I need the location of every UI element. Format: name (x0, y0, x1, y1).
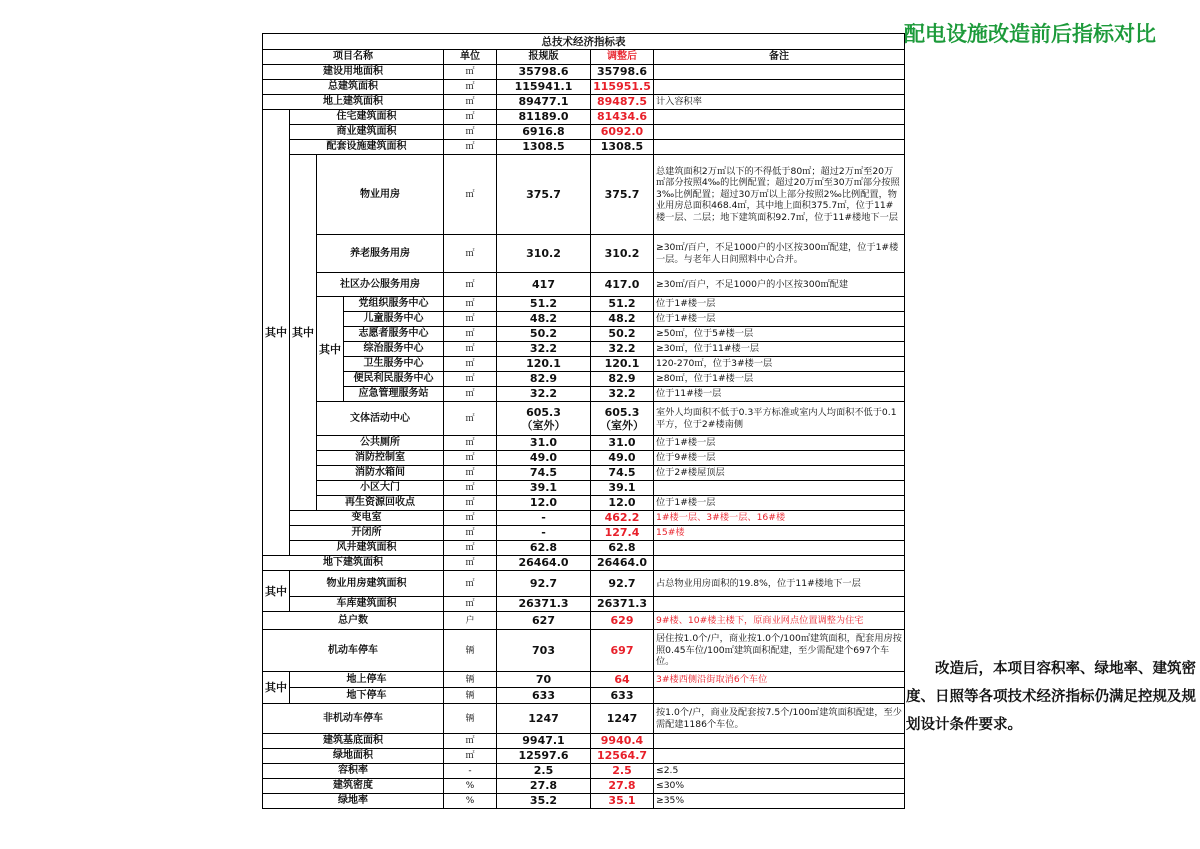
row-orig: 26464.0 (497, 556, 591, 571)
row-unit: 辆 (444, 688, 497, 704)
row-name: 消防控制室 (317, 451, 444, 466)
row-remark: 总建筑面积2万㎡以下的不得低于80㎡；超过2万㎡至20万㎡部分按照4‰的比例配置；超过20万㎡至30万㎡部分按照3‰比例配置；超过30万㎡以上部分按照2‰比例配置，物业用房总面积468.4㎡，其中地上面积375.7㎡，位于11#楼一层、二层；地下建筑面积92.7㎡，位于11#楼地下一层 (654, 155, 905, 235)
row-remark: 3#楼西侧沿街取消6个车位 (654, 672, 905, 688)
row-orig: 39.1 (497, 481, 591, 496)
table-row (263, 672, 905, 688)
row-orig: 81189.0 (497, 110, 591, 125)
row-unit: ㎡ (444, 451, 497, 466)
table-title-row (263, 34, 905, 50)
row-adj: 35.1 (591, 794, 654, 809)
table-row (263, 402, 905, 436)
row-remark: 居住按1.0个/户，商业按1.0个/100㎡建筑面积，配套用房按照0.45车位/100㎡建筑面积配建，至少需配建个697个车位。 (654, 630, 905, 672)
row-name: 养老服务用房 (317, 235, 444, 273)
row-remark (654, 734, 905, 749)
row-adj: 6092.0 (591, 125, 654, 140)
row-adj: 74.5 (591, 466, 654, 481)
row-adj: 12.0 (591, 496, 654, 511)
qi-zhong-label: 其中 (263, 110, 290, 556)
table-row (263, 794, 905, 809)
table-row (263, 511, 905, 526)
row-adj: 32.2 (591, 387, 654, 402)
technical-economic-indicators-table (262, 33, 905, 809)
row-name: 绿地率 (263, 794, 444, 809)
row-name: 开闭所 (290, 526, 444, 541)
row-adj: 48.2 (591, 312, 654, 327)
row-orig: 35.2 (497, 794, 591, 809)
row-orig: - (497, 511, 591, 526)
page-title: 配电设施改造前后指标对比 (904, 22, 1156, 46)
table-row (263, 357, 905, 372)
table-row (263, 387, 905, 402)
row-unit: ㎡ (444, 357, 497, 372)
table-row (263, 704, 905, 734)
row-unit: ㎡ (444, 297, 497, 312)
row-name: 配套设施建筑面积 (290, 140, 444, 155)
row-remark (654, 80, 905, 95)
row-remark: 位于1#楼一层 (654, 312, 905, 327)
row-orig: 92.7 (497, 571, 591, 597)
row-adj: 12564.7 (591, 749, 654, 764)
row-name: 卫生服务中心 (344, 357, 444, 372)
row-adj: 462.2 (591, 511, 654, 526)
row-remark: 9#楼、10#楼主楼下，原商业网点位置调整为住宅 (654, 612, 905, 630)
row-remark: 室外人均面积不低于0.3平方标准或室内人均面积不低于0.1平方，位于2#楼南侧 (654, 402, 905, 436)
row-unit: ㎡ (444, 273, 497, 297)
row-remark (654, 65, 905, 80)
row-orig: 605.3 （室外） (497, 402, 591, 436)
row-orig: 12597.6 (497, 749, 591, 764)
row-orig: 375.7 (497, 155, 591, 235)
row-remark (654, 110, 905, 125)
row-unit: ㎡ (444, 496, 497, 511)
row-name: 容积率 (263, 764, 444, 779)
row-remark: 占总物业用房面积的19.8%，位于11#楼地下一层 (654, 571, 905, 597)
row-orig: 62.8 (497, 541, 591, 556)
row-remark: 位于1#楼一层 (654, 496, 905, 511)
row-adj: 9940.4 (591, 734, 654, 749)
row-adj: 82.9 (591, 372, 654, 387)
row-unit: ㎡ (444, 155, 497, 235)
row-remark: 位于11#楼一层 (654, 387, 905, 402)
row-adj: 49.0 (591, 451, 654, 466)
row-adj: 89487.5 (591, 95, 654, 110)
row-adj: 2.5 (591, 764, 654, 779)
row-adj: 35798.6 (591, 65, 654, 80)
row-unit: ㎡ (444, 65, 497, 80)
row-unit: ㎡ (444, 125, 497, 140)
row-remark: 15#楼 (654, 526, 905, 541)
row-orig: 1308.5 (497, 140, 591, 155)
row-orig: 74.5 (497, 466, 591, 481)
row-remark (654, 541, 905, 556)
row-remark: ≥35% (654, 794, 905, 809)
row-remark (654, 556, 905, 571)
table-row (263, 526, 905, 541)
qi-zhong-label: 其中 (263, 672, 290, 704)
row-name: 非机动车停车 (263, 704, 444, 734)
row-unit: ㎡ (444, 387, 497, 402)
table-row (263, 140, 905, 155)
table-row (263, 466, 905, 481)
row-orig: 703 (497, 630, 591, 672)
row-unit: ㎡ (444, 526, 497, 541)
row-orig: 31.0 (497, 436, 591, 451)
table-row (263, 734, 905, 749)
row-name: 党组织服务中心 (344, 297, 444, 312)
row-orig: 49.0 (497, 451, 591, 466)
row-name: 总建筑面积 (263, 80, 444, 95)
row-remark: ≥50㎡，位于5#楼一层 (654, 327, 905, 342)
row-remark: ≥80㎡，位于1#楼一层 (654, 372, 905, 387)
row-orig: 70 (497, 672, 591, 688)
qi-zhong-label: 其中 (263, 571, 290, 612)
table-row (263, 749, 905, 764)
row-remark (654, 481, 905, 496)
table-row (263, 235, 905, 273)
row-adj: 375.7 (591, 155, 654, 235)
row-remark (654, 597, 905, 612)
row-unit: ㎡ (444, 597, 497, 612)
row-unit: ㎡ (444, 466, 497, 481)
row-name: 地下停车 (290, 688, 444, 704)
row-unit: ㎡ (444, 95, 497, 110)
row-orig: 115941.1 (497, 80, 591, 95)
row-name: 物业用房 (317, 155, 444, 235)
row-orig: 627 (497, 612, 591, 630)
row-adj: 81434.6 (591, 110, 654, 125)
row-unit: ㎡ (444, 372, 497, 387)
header-remark: 备注 (654, 50, 905, 65)
row-name: 应急管理服务站 (344, 387, 444, 402)
row-name: 文体活动中心 (317, 402, 444, 436)
row-name: 公共厕所 (317, 436, 444, 451)
row-adj: 115951.5 (591, 80, 654, 95)
row-name: 商业建筑面积 (290, 125, 444, 140)
row-name: 便民利民服务中心 (344, 372, 444, 387)
row-remark (654, 688, 905, 704)
row-orig: 51.2 (497, 297, 591, 312)
row-adj: 27.8 (591, 779, 654, 794)
row-name: 再生资源回收点 (317, 496, 444, 511)
row-unit: 辆 (444, 672, 497, 688)
row-unit: ㎡ (444, 402, 497, 436)
row-unit: ㎡ (444, 80, 497, 95)
table-row (263, 312, 905, 327)
table-row (263, 155, 905, 235)
row-unit: % (444, 794, 497, 809)
table-row (263, 496, 905, 511)
side-note: 改造后，本项目容积率、绿地率、建筑密度、日照等各项技术经济指标仍满足控规及规划设计条件要求。 (906, 661, 1196, 733)
row-remark: ≥30㎡，位于11#楼一层 (654, 342, 905, 357)
row-remark: 位于1#楼一层 (654, 297, 905, 312)
row-name: 志愿者服务中心 (344, 327, 444, 342)
row-unit: ㎡ (444, 556, 497, 571)
row-orig: 120.1 (497, 357, 591, 372)
row-remark: ≤30% (654, 779, 905, 794)
row-unit: ㎡ (444, 312, 497, 327)
row-remark (654, 749, 905, 764)
row-orig: 633 (497, 688, 591, 704)
row-orig: 48.2 (497, 312, 591, 327)
table-row (263, 436, 905, 451)
row-orig: 89477.1 (497, 95, 591, 110)
header-name: 项目名称 (263, 50, 444, 65)
row-remark: ≥30㎡/百户，不足1000户的小区按300㎡配建，位于1#楼一层。与老年人日间照料中心合并。 (654, 235, 905, 273)
table-row (263, 110, 905, 125)
table-row (263, 688, 905, 704)
header-orig: 报规版 (497, 50, 591, 65)
row-adj: 26464.0 (591, 556, 654, 571)
row-remark: 计入容积率 (654, 95, 905, 110)
table-row (263, 556, 905, 571)
row-remark: 位于9#楼一层 (654, 451, 905, 466)
row-name: 机动车停车 (263, 630, 444, 672)
row-orig: 32.2 (497, 342, 591, 357)
row-name: 建筑密度 (263, 779, 444, 794)
row-orig: 12.0 (497, 496, 591, 511)
table-row (263, 630, 905, 672)
row-remark: 120-270㎡，位于3#楼一层 (654, 357, 905, 372)
row-remark: 按1.0个/户，商业及配套按7.5个/100㎡建筑面积配建，至少需配建1186个车位。 (654, 704, 905, 734)
row-adj: 120.1 (591, 357, 654, 372)
table-row (263, 95, 905, 110)
row-orig: - (497, 526, 591, 541)
row-name: 地上停车 (290, 672, 444, 688)
table-row (263, 372, 905, 387)
header-unit: 单位 (444, 50, 497, 65)
row-unit: ㎡ (444, 110, 497, 125)
row-adj: 1308.5 (591, 140, 654, 155)
row-adj: 310.2 (591, 235, 654, 273)
row-unit: 辆 (444, 630, 497, 672)
row-adj: 26371.3 (591, 597, 654, 612)
row-orig: 310.2 (497, 235, 591, 273)
row-unit: ㎡ (444, 235, 497, 273)
table-row (263, 451, 905, 466)
row-adj: 605.3 （室外） (591, 402, 654, 436)
row-name: 变电室 (290, 511, 444, 526)
row-orig: 32.2 (497, 387, 591, 402)
row-adj: 50.2 (591, 327, 654, 342)
row-name: 车库建筑面积 (290, 597, 444, 612)
row-adj: 62.8 (591, 541, 654, 556)
qi-zhong-label: 其中 (290, 155, 317, 511)
table-row (263, 65, 905, 80)
row-adj: 64 (591, 672, 654, 688)
row-remark (654, 125, 905, 140)
row-unit: % (444, 779, 497, 794)
row-name: 地下建筑面积 (263, 556, 444, 571)
table-row (263, 612, 905, 630)
row-unit: ㎡ (444, 749, 497, 764)
row-orig: 6916.8 (497, 125, 591, 140)
table-row (263, 541, 905, 556)
qi-zhong-label: 其中 (317, 297, 344, 402)
row-unit: ㎡ (444, 327, 497, 342)
row-unit: ㎡ (444, 342, 497, 357)
row-orig: 26371.3 (497, 597, 591, 612)
row-name: 绿地面积 (263, 749, 444, 764)
row-name: 地上建筑面积 (263, 95, 444, 110)
row-name: 住宅建筑面积 (290, 110, 444, 125)
row-name: 小区大门 (317, 481, 444, 496)
table-row (263, 481, 905, 496)
row-adj: 697 (591, 630, 654, 672)
row-name: 风井建筑面积 (290, 541, 444, 556)
row-orig: 9947.1 (497, 734, 591, 749)
row-adj: 1247 (591, 704, 654, 734)
table-row (263, 297, 905, 312)
table-row (263, 597, 905, 612)
row-orig: 27.8 (497, 779, 591, 794)
table-row (263, 779, 905, 794)
row-unit: ㎡ (444, 436, 497, 451)
table-row (263, 273, 905, 297)
row-adj: 92.7 (591, 571, 654, 597)
header-row (263, 50, 905, 65)
table-row (263, 342, 905, 357)
row-remark: 1#楼一层、3#楼一层、16#楼 (654, 511, 905, 526)
row-orig: 1247 (497, 704, 591, 734)
row-adj: 629 (591, 612, 654, 630)
row-adj: 127.4 (591, 526, 654, 541)
row-unit: 辆 (444, 704, 497, 734)
row-name: 总户数 (263, 612, 444, 630)
row-unit: ㎡ (444, 511, 497, 526)
table-row (263, 125, 905, 140)
row-adj: 633 (591, 688, 654, 704)
row-adj: 417.0 (591, 273, 654, 297)
row-unit: 户 (444, 612, 497, 630)
row-name: 综治服务中心 (344, 342, 444, 357)
row-name: 儿童服务中心 (344, 312, 444, 327)
row-adj: 32.2 (591, 342, 654, 357)
table-title: 总技术经济指标表 (263, 34, 905, 50)
row-adj: 39.1 (591, 481, 654, 496)
table-row (263, 80, 905, 95)
row-orig: 50.2 (497, 327, 591, 342)
row-unit: ㎡ (444, 571, 497, 597)
table-row (263, 571, 905, 597)
row-name: 物业用房建筑面积 (290, 571, 444, 597)
table-row (263, 764, 905, 779)
row-unit: ㎡ (444, 481, 497, 496)
row-name: 建设用地面积 (263, 65, 444, 80)
row-orig: 417 (497, 273, 591, 297)
row-adj: 51.2 (591, 297, 654, 312)
row-unit: ㎡ (444, 140, 497, 155)
row-remark: ≥30㎡/百户，不足1000户的小区按300㎡配建 (654, 273, 905, 297)
row-orig: 82.9 (497, 372, 591, 387)
row-remark: 位于2#楼屋顶层 (654, 466, 905, 481)
row-adj: 31.0 (591, 436, 654, 451)
row-orig: 35798.6 (497, 65, 591, 80)
row-unit: ㎡ (444, 541, 497, 556)
row-unit: - (444, 764, 497, 779)
header-adj: 调整后 (591, 50, 654, 65)
table-row (263, 327, 905, 342)
row-orig: 2.5 (497, 764, 591, 779)
row-remark (654, 140, 905, 155)
row-unit: ㎡ (444, 734, 497, 749)
row-remark: 位于1#楼一层 (654, 436, 905, 451)
row-name: 社区办公服务用房 (317, 273, 444, 297)
row-name: 建筑基底面积 (263, 734, 444, 749)
row-remark: ≤2.5 (654, 764, 905, 779)
row-name: 消防水箱间 (317, 466, 444, 481)
